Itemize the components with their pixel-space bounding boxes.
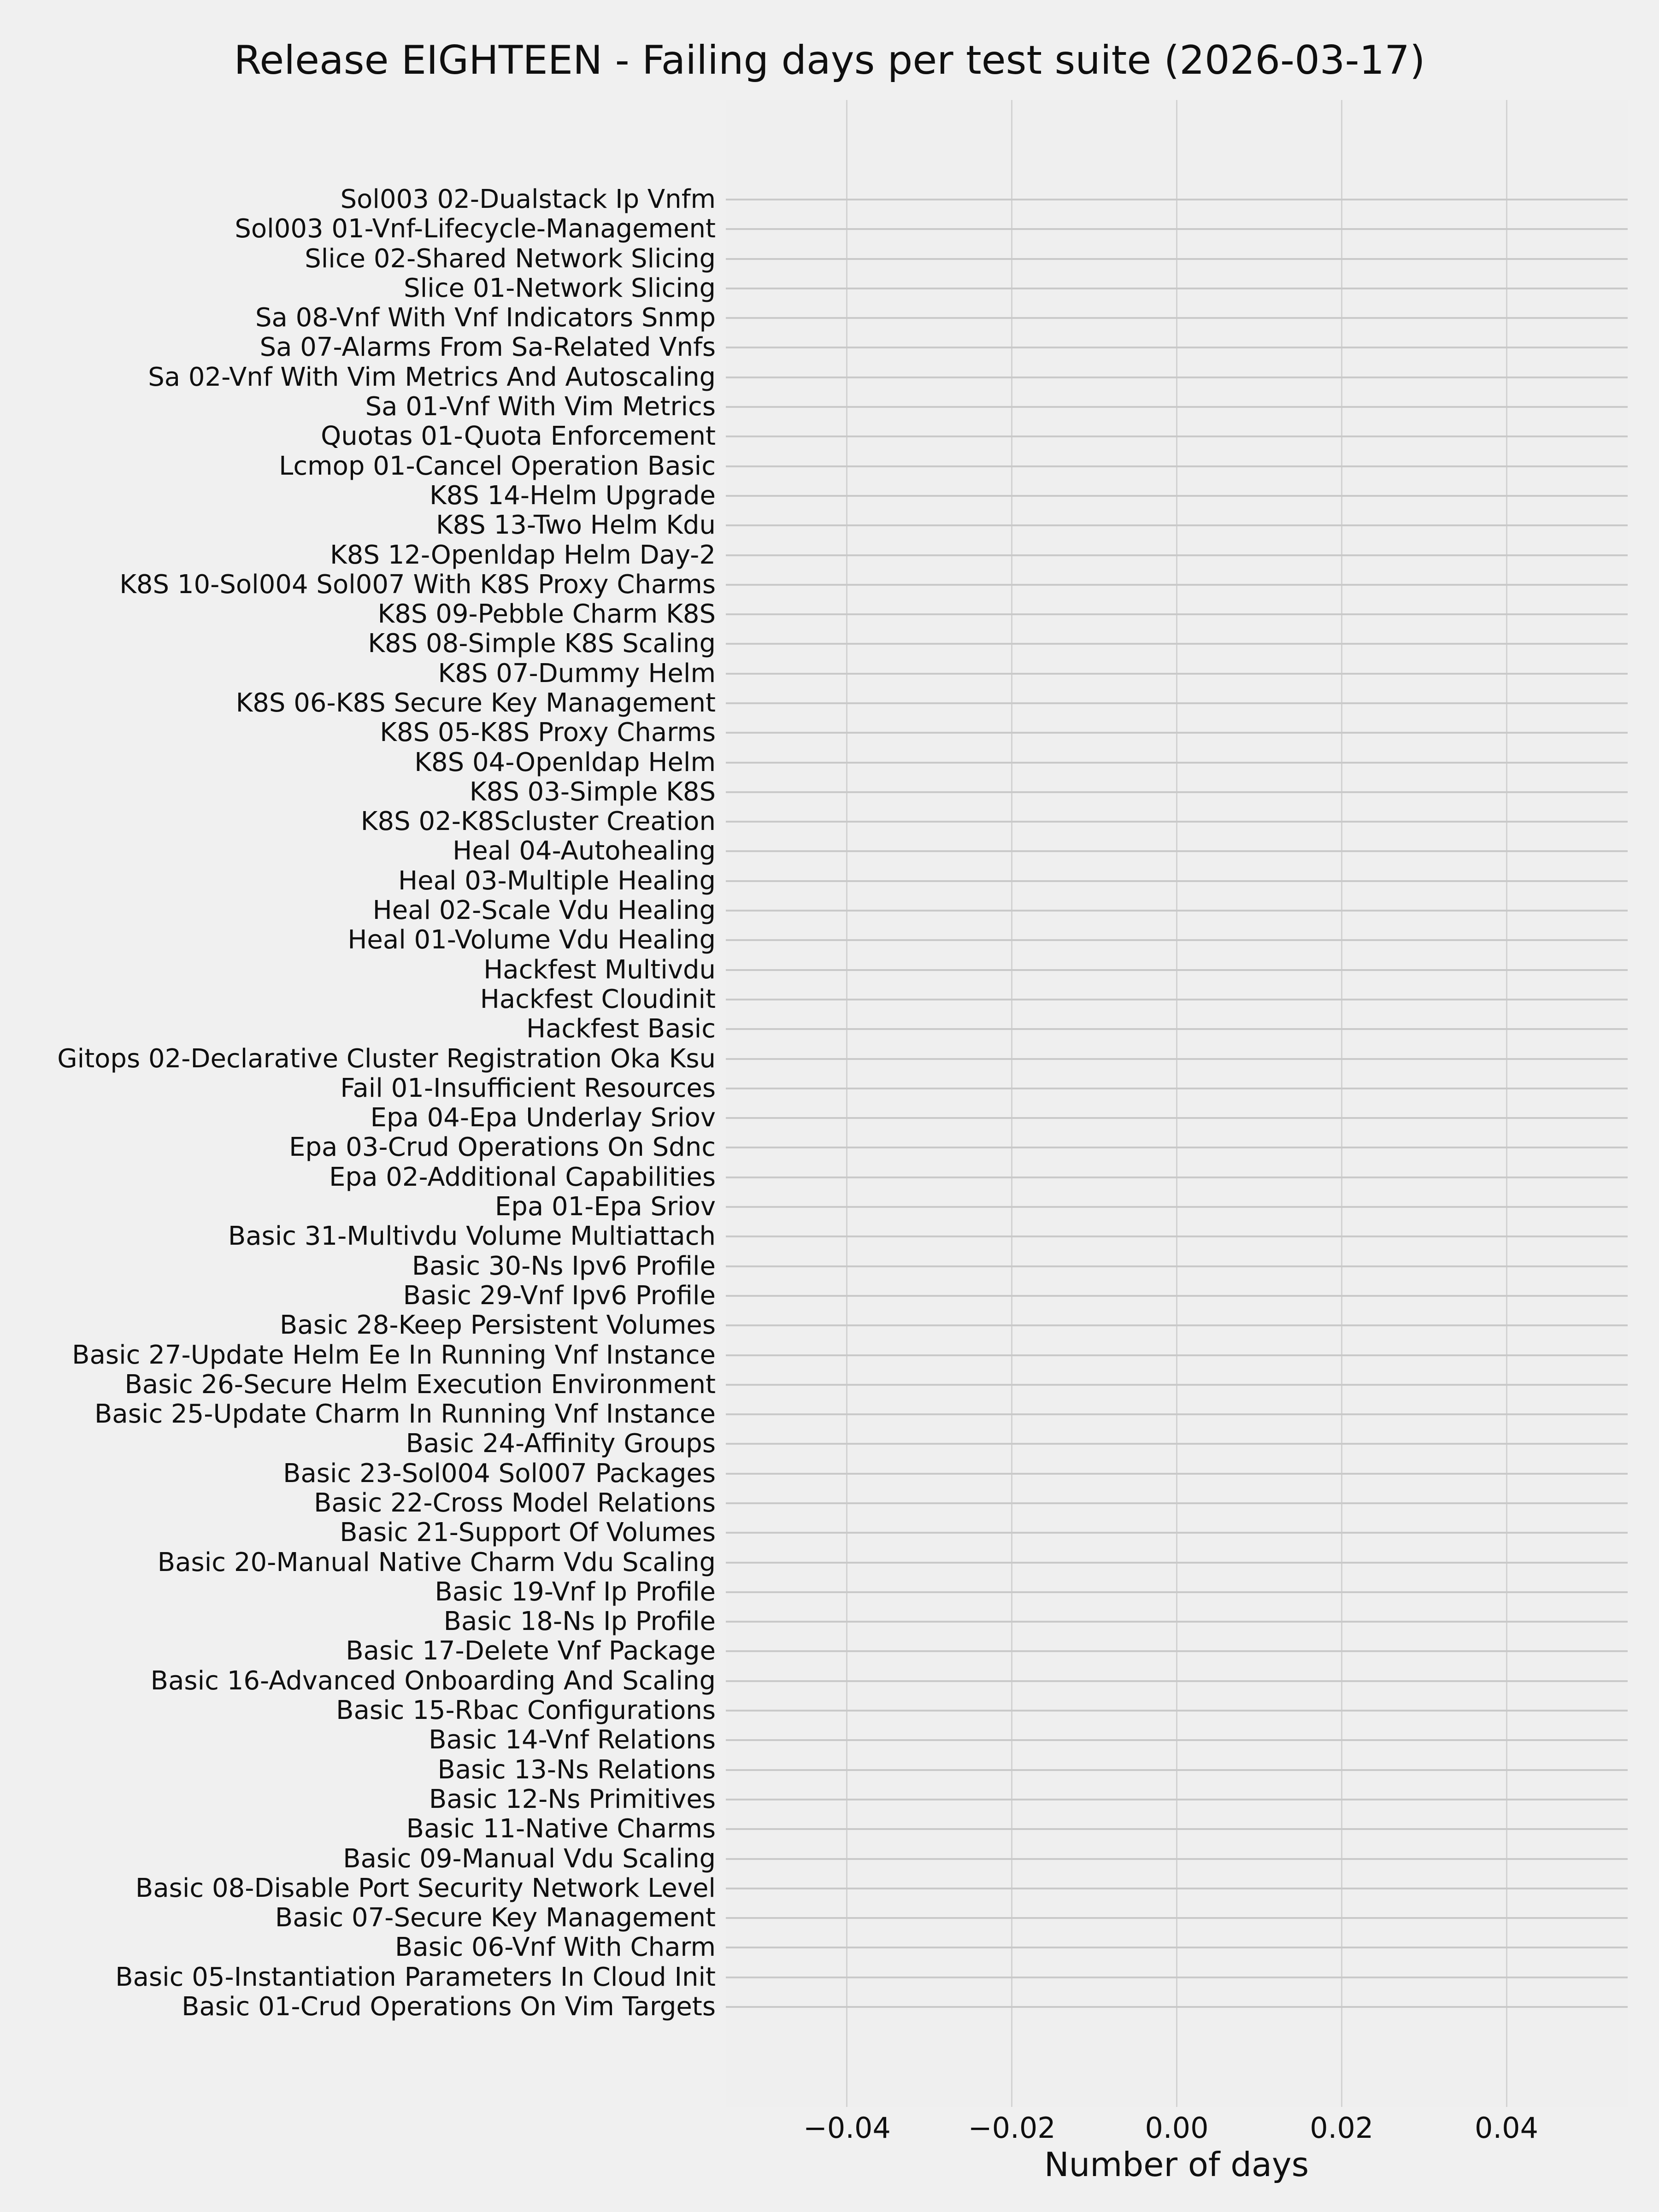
y-gridline (726, 465, 1628, 467)
category-label: Sol003 02-Dualstack Ip Vnfm (340, 184, 716, 214)
category-label: K8S 07-Dummy Helm (438, 658, 716, 688)
x-gridline (1506, 100, 1507, 2107)
category-label: K8S 04-Openldap Helm (414, 747, 716, 777)
category-label: Basic 13-Ns Relations (437, 1754, 716, 1785)
y-gridline (726, 880, 1628, 882)
category-label: Basic 24-Affinity Groups (406, 1429, 716, 1459)
x-tick-label: −0.02 (968, 2111, 1056, 2145)
category-label: Basic 30-Ns Ipv6 Profile (412, 1251, 716, 1281)
category-label: Hackfest Multivdu (483, 954, 716, 985)
y-gridline (726, 1888, 1628, 1889)
category-label: Basic 18-Ns Ip Profile (443, 1606, 716, 1637)
y-gridline (726, 1502, 1628, 1504)
x-gridline (1011, 100, 1012, 2107)
y-gridline (726, 1977, 1628, 1978)
y-gridline (726, 1828, 1628, 1830)
y-gridline (726, 1147, 1628, 1148)
y-gridline (726, 939, 1628, 941)
category-label: Sol003 01-Vnf-Lifecycle-Management (235, 214, 716, 244)
y-gridline (726, 1591, 1628, 1593)
category-label: Sa 08-Vnf With Vnf Indicators Snmp (255, 303, 716, 333)
y-gridline (726, 1621, 1628, 1623)
category-label: Basic 12-Ns Primitives (429, 1784, 716, 1814)
category-label: Lcmop 01-Cancel Operation Basic (279, 451, 716, 481)
y-gridline (726, 1028, 1628, 1030)
category-label: K8S 12-Openldap Helm Day-2 (330, 540, 716, 570)
x-gridline (1341, 100, 1342, 2107)
y-gridline (726, 1680, 1628, 1682)
x-tick-label: 0.02 (1310, 2111, 1374, 2145)
category-label: Basic 05-Instantiation Parameters In Cloud Init (115, 1962, 716, 1992)
category-label: Gitops 02-Declarative Cluster Registration Oka Ksu (57, 1043, 716, 1074)
chart-title: Release EIGHTEEN - Failing days per test suite (2026-03-17) (234, 37, 1425, 83)
category-label: Basic 07-Secure Key Management (275, 1903, 716, 1933)
category-label: K8S 06-K8S Secure Key Management (235, 688, 716, 718)
y-gridline (726, 1769, 1628, 1771)
category-label: Basic 26-Secure Helm Execution Environment (124, 1369, 716, 1400)
y-gridline (726, 1858, 1628, 1860)
category-label: Basic 20-Manual Native Charm Vdu Scaling (157, 1547, 716, 1577)
y-gridline (726, 613, 1628, 615)
x-gridline (846, 100, 847, 2107)
y-gridline (726, 1058, 1628, 1060)
y-gridline (726, 850, 1628, 852)
category-label: K8S 10-Sol004 Sol007 With K8S Proxy Charms (119, 569, 716, 600)
category-label: Quotas 01-Quota Enforcement (321, 421, 716, 452)
y-gridline (726, 1443, 1628, 1445)
category-label: Sa 02-Vnf With Vim Metrics And Autoscaling (148, 362, 716, 392)
x-tick-label: −0.04 (803, 2111, 891, 2145)
y-gridline (726, 377, 1628, 378)
y-gridline (726, 762, 1628, 764)
category-label: Basic 29-Vnf Ipv6 Profile (403, 1280, 716, 1311)
category-label: Slice 01-Network Slicing (404, 273, 716, 303)
category-label: Basic 23-Sol004 Sol007 Packages (283, 1458, 716, 1488)
y-gridline (726, 791, 1628, 793)
y-gridline (726, 317, 1628, 319)
category-label: Basic 22-Cross Model Relations (314, 1488, 716, 1518)
y-gridline (726, 1413, 1628, 1415)
plot-area (726, 100, 1628, 2107)
category-label: Epa 04-Epa Underlay Sriov (370, 1103, 716, 1133)
category-label: Basic 31-Multivdu Volume Multiattach (228, 1221, 716, 1252)
category-label: Hackfest Basic (526, 1014, 716, 1044)
category-label: Basic 19-Vnf Ip Profile (435, 1577, 716, 1607)
y-gridline (726, 732, 1628, 734)
y-gridline (726, 435, 1628, 437)
y-gridline (726, 673, 1628, 675)
y-gridline (726, 228, 1628, 230)
y-gridline (726, 821, 1628, 823)
y-gridline (726, 584, 1628, 586)
y-gridline (726, 495, 1628, 497)
category-label: Heal 03-Multiple Healing (398, 865, 716, 896)
category-label: Basic 27-Update Helm Ee In Running Vnf Instance (72, 1340, 716, 1370)
y-gridline (726, 1917, 1628, 1919)
y-gridline (726, 1650, 1628, 1652)
category-label: Basic 09-Manual Vdu Scaling (343, 1843, 716, 1874)
category-label: Sa 01-Vnf With Vim Metrics (365, 392, 716, 422)
category-label: K8S 05-K8S Proxy Charms (380, 718, 716, 748)
y-gridline (726, 2006, 1628, 2008)
category-label: Heal 01-Volume Vdu Healing (347, 925, 716, 955)
category-label: K8S 13-Two Helm Kdu (435, 510, 716, 541)
category-label: Epa 01-Epa Sriov (494, 1192, 716, 1222)
category-label: Heal 02-Scale Vdu Healing (372, 895, 716, 926)
y-gridline (726, 1295, 1628, 1297)
y-gridline (726, 199, 1628, 200)
y-gridline (726, 524, 1628, 526)
category-label: Sa 07-Alarms From Sa-Related Vnfs (259, 332, 716, 363)
category-label: Basic 16-Advanced Onboarding And Scaling (150, 1665, 716, 1696)
y-gridline (726, 1739, 1628, 1741)
y-gridline (726, 1088, 1628, 1089)
y-gridline (726, 1384, 1628, 1386)
y-gridline (726, 1947, 1628, 1948)
y-gridline (726, 969, 1628, 971)
category-label: Heal 04-Autohealing (453, 836, 716, 866)
category-label: Basic 28-Keep Persistent Volumes (280, 1310, 716, 1341)
category-label: Basic 14-Vnf Relations (429, 1725, 716, 1755)
y-gridline (726, 288, 1628, 289)
y-gridline (726, 1710, 1628, 1712)
category-label: Basic 06-Vnf With Charm (394, 1932, 716, 1963)
y-gridline (726, 702, 1628, 704)
y-gridline (726, 554, 1628, 556)
x-tick-label: 0.00 (1145, 2111, 1209, 2145)
y-gridline (726, 1473, 1628, 1475)
y-gridline (726, 1235, 1628, 1237)
category-label: Basic 01-Crud Operations On Vim Targets (182, 1992, 716, 2022)
y-gridline (726, 1324, 1628, 1326)
y-gridline (726, 1799, 1628, 1800)
y-gridline (726, 347, 1628, 348)
y-gridline (726, 258, 1628, 260)
category-label: Basic 17-Delete Vnf Package (346, 1636, 716, 1666)
y-gridline (726, 1265, 1628, 1267)
category-label: K8S 14-Helm Upgrade (429, 480, 716, 511)
category-label: K8S 09-Pebble Charm K8S (377, 599, 716, 629)
category-label: K8S 02-K8Scluster Creation (360, 806, 716, 837)
y-gridline (726, 910, 1628, 912)
category-label: Fail 01-Insufficient Resources (340, 1073, 716, 1103)
x-tick-label: 0.04 (1475, 2111, 1539, 2145)
y-gridline (726, 1354, 1628, 1356)
y-gridline (726, 1206, 1628, 1208)
category-label: Basic 21-Support Of Volumes (340, 1518, 716, 1548)
y-gridline (726, 643, 1628, 645)
y-gridline (726, 406, 1628, 408)
category-label: K8S 03-Simple K8S (469, 777, 716, 807)
x-axis-title: Number of days (1044, 2145, 1309, 2184)
category-label: Basic 11-Native Charms (406, 1814, 716, 1844)
y-gridline (726, 1177, 1628, 1178)
category-label: Epa 02-Additional Capabilities (329, 1162, 716, 1192)
category-label: Basic 08-Disable Port Security Network Level (135, 1873, 716, 1903)
category-label: K8S 08-Simple K8S Scaling (368, 629, 716, 659)
category-label: Basic 25-Update Charm In Running Vnf Instance (94, 1399, 716, 1430)
x-gridline (1176, 100, 1177, 2107)
y-gridline (726, 1117, 1628, 1119)
category-label: Epa 03-Crud Operations On Sdnc (289, 1132, 716, 1163)
y-gridline (726, 1532, 1628, 1534)
category-label: Hackfest Cloudinit (480, 984, 716, 1014)
category-label: Basic 15-Rbac Configurations (336, 1695, 716, 1726)
y-gridline (726, 999, 1628, 1000)
y-gridline (726, 1562, 1628, 1564)
category-label: Slice 02-Shared Network Slicing (305, 243, 716, 274)
